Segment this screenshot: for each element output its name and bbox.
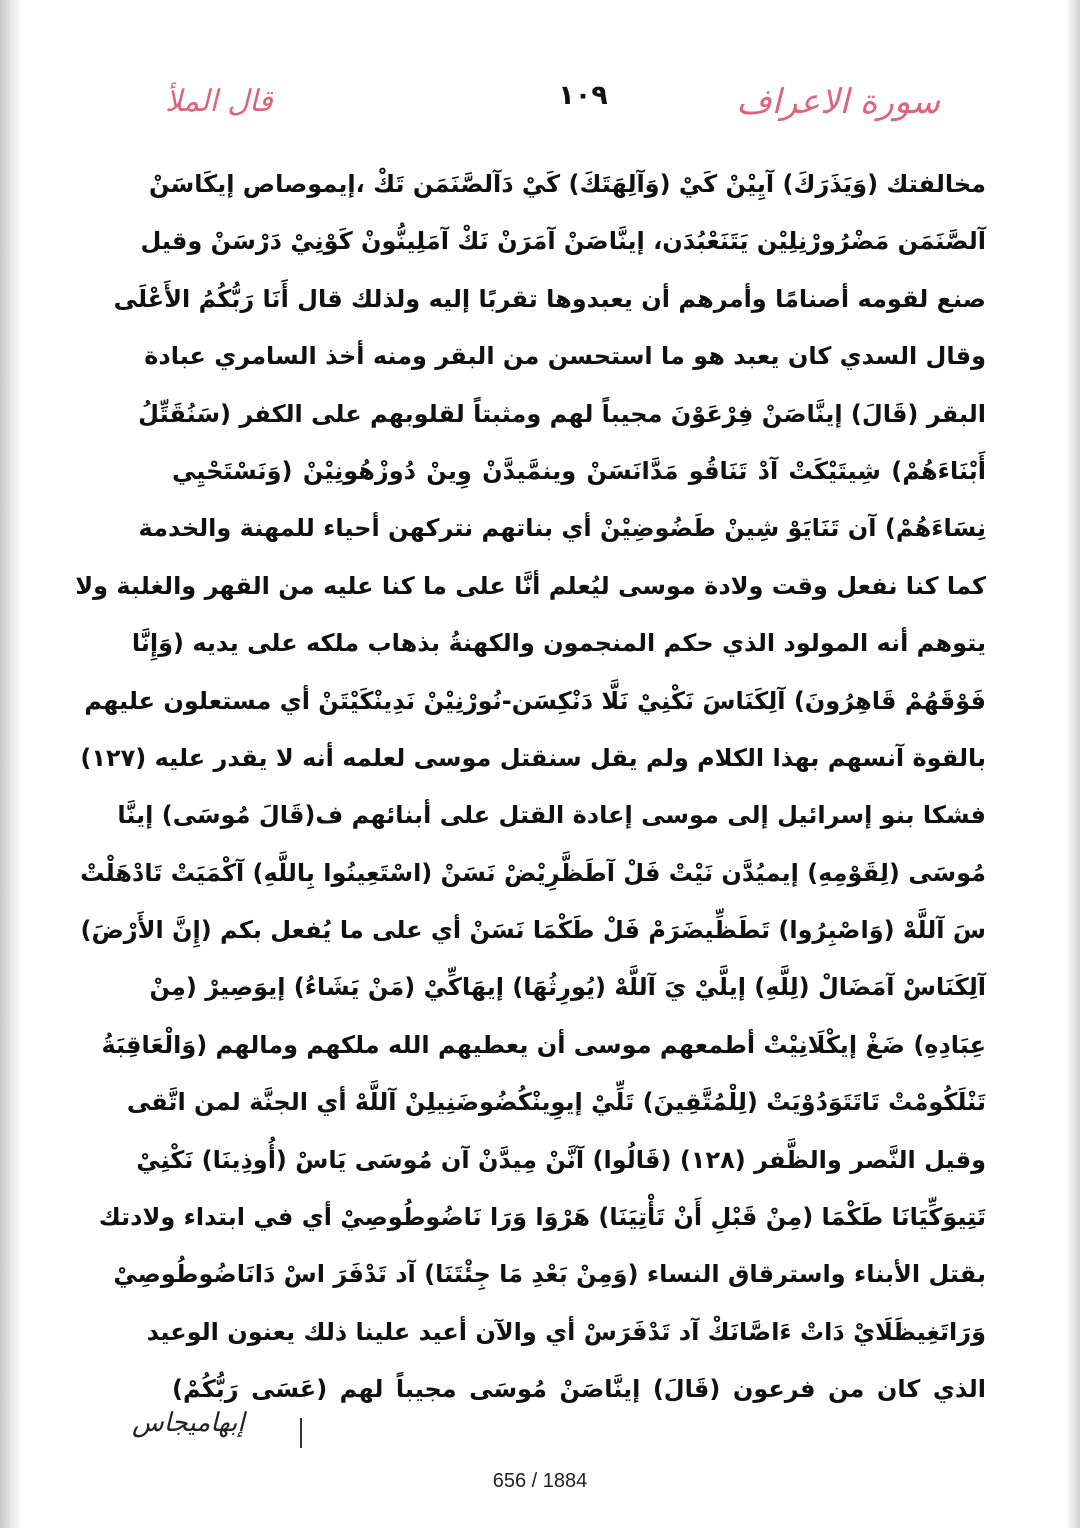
text-line: الذي كان من فرعون (قَالَ) إينَّاصَنْ مُوسَى مجيباً لهم (عَسَى رَبُّكُمْ): [172, 1375, 986, 1404]
text-line: مُوسَى (لِقَوْمِهِ) إيميُدَّن نَيْتْ فَلْ آطَظَّرِيْضْ نَسَنْ (اسْتَعِينُوا بِاللَّهِ) آكْمَيَتْ تَادْهَلْتْ: [80, 858, 986, 887]
page-counter: 656 / 1884: [492, 1470, 588, 1492]
text-line: بالقوة آنسهم بهذا الكلام ولم يقل سنقتل موسى لعلمه أنه لا يقدر عليه (١٢٧): [80, 743, 986, 772]
text-line: أَبْنَاءَهُمْ) شِيتَيْكَتْ آدْ تَنَاقُو مَدَّانَسَنْ وينمَّيدَّنْ وِينْ دُوزْهُونِيْنْ (وَنَسْتَحْيِي: [172, 456, 986, 485]
text-line: آلصَّنَمَن مَضْرُورْنِلِيْن يَتَنَعْبُدَن، إينَّاصَنْ آمَرَنْ نَكْ آمَلِينُّونْ كَوْنِيْ دَرْسَنْ وقيل: [140, 227, 986, 256]
signature-stroke: [300, 1418, 302, 1448]
text-line: تَنْلَكُومْتْ تَاتَتَوَدُوْيَتْ (لِلْمُتَّقِينَ) تَلِّيْ إيوِينْكُضُوضَنِيلِنْ آللَّهْ أي الجنَّة لمن اتَّقى: [126, 1088, 986, 1117]
text-line: صنع لقومه أصنامًا وأمرهم أن يعبدوها تقربًا إليه ولذلك قال أَنَا رَبُّكُمُ الأَعْلَى: [113, 284, 986, 313]
juz-name-handwritten: قال الملأ: [165, 84, 273, 119]
scan-left-edge: [0, 0, 22, 1528]
text-line: بقتل الأبناء واسترقاق النساء (وَمِنْ بَعْدِ مَا جِئْتَنَا) آد تَدْفَرَ اسْ دَانَاضُوطُوصِيْ: [113, 1260, 986, 1289]
surah-name-handwritten: سورة الاعراف: [736, 82, 940, 122]
text-line: سَ آللَّهْ (وَاصْبِرُوا) تَطَظِّيضَرَمْ فَلْ طَكْمَا نَسَنْ أي على ما يُفعل بكم (إِنَّ الأَرْضَ): [80, 916, 986, 945]
page-number: ١٠٩: [558, 80, 608, 111]
text-line: يتوهم أنه المولود الذي حكم المنجمون والكهنةُ بذهاب ملكه على يديه (وَإِنَّا: [131, 629, 986, 658]
body-text: [75, 156, 986, 1419]
text-line: البقر (قَالَ) إينَّاصَنْ فِرْعَوْنَ مجيباً لهم ومثبتاً لقلوبهم على الكفر (سَنُقَتِّلُ: [138, 399, 986, 428]
text-line: مخالفتك (وَيَذَرَكَ) آيِيْنْ كَيْ (وَآلِهَتَكَ) كَيْ دَآلصَّنَمَن تَكْ ،إيموصاص إيكَاسَنْ: [149, 170, 986, 198]
text-line: نِسَاءَهُمْ) آن تَنَايَوْ شِينْ طَضُوضِيْنْ أي بناتهم نتركهن أحياء للمهنة والخدمة: [138, 514, 986, 543]
text-line: كما كنا نفعل وقت ولادة موسى ليُعلم أنَّا على ما كنا عليه من القهر والغلبة ولا: [75, 571, 986, 600]
text-line: عِبَادِهِ) ضَغْ إيكْلَانِيْتْ أطمعهم موسى أن يعطيهم الله ملكهم ومالهم (وَالْعَاقِبَةُ: [101, 1030, 986, 1059]
text-line: وقال السدي كان يعبد هو ما استحسن من البقر ومنه أخذ السامري عبادة: [144, 342, 986, 371]
text-line: وقيل النَّصر والظَّفر (١٢٨) (قَالُوا) آنَّنْ مِيدَّنْ آن مُوسَى يَاسْ (أُوذِينَا) نَكْنِيْ: [136, 1145, 986, 1174]
text-line: تَتِيوَكِّيَانَا طَكْمَا (مِنْ قَبْلِ أَنْ تَأْتِيَنَا) هَرْوَا وَرَا نَاضُوطُوصِيْ أي في ابتداء ولادتك: [98, 1203, 986, 1232]
text-line: وَرَاتَغِيظَلَايْ دَاتْ ءَاصَّانَكْ آد تَدْفَرَسْ أي والآن أعيد علينا ذلك يعنون الوعيد: [146, 1317, 986, 1346]
signature-handwritten: إبهاميجاس: [132, 1408, 245, 1438]
scan-right-edge: [1066, 0, 1080, 1528]
text-line: آلِكَنَاسْ آمَضَالْ (لِلَّهِ) إيلَّيْ يَ آللَّهْ (يُورِثُهَا) إيهَاكِّيْ (مَنْ يَشَاءُ) إيوَصِيرْ (مِنْ: [149, 973, 986, 1002]
text-line: فَوْقَهُمْ قَاهِرُونَ) آلِكَنَاسَ نَكْنِيْ نَلَّا دَنْكِسَن-نُورْنِيْنْ نَدِينْكَيْتَنْ أي مستعلون عليهم: [84, 686, 986, 715]
text-line: فشكا بنو إسرائيل إلى موسى إعادة القتل على أبنائهم ف(قَالَ مُوسَى) إينَّا: [117, 801, 986, 830]
